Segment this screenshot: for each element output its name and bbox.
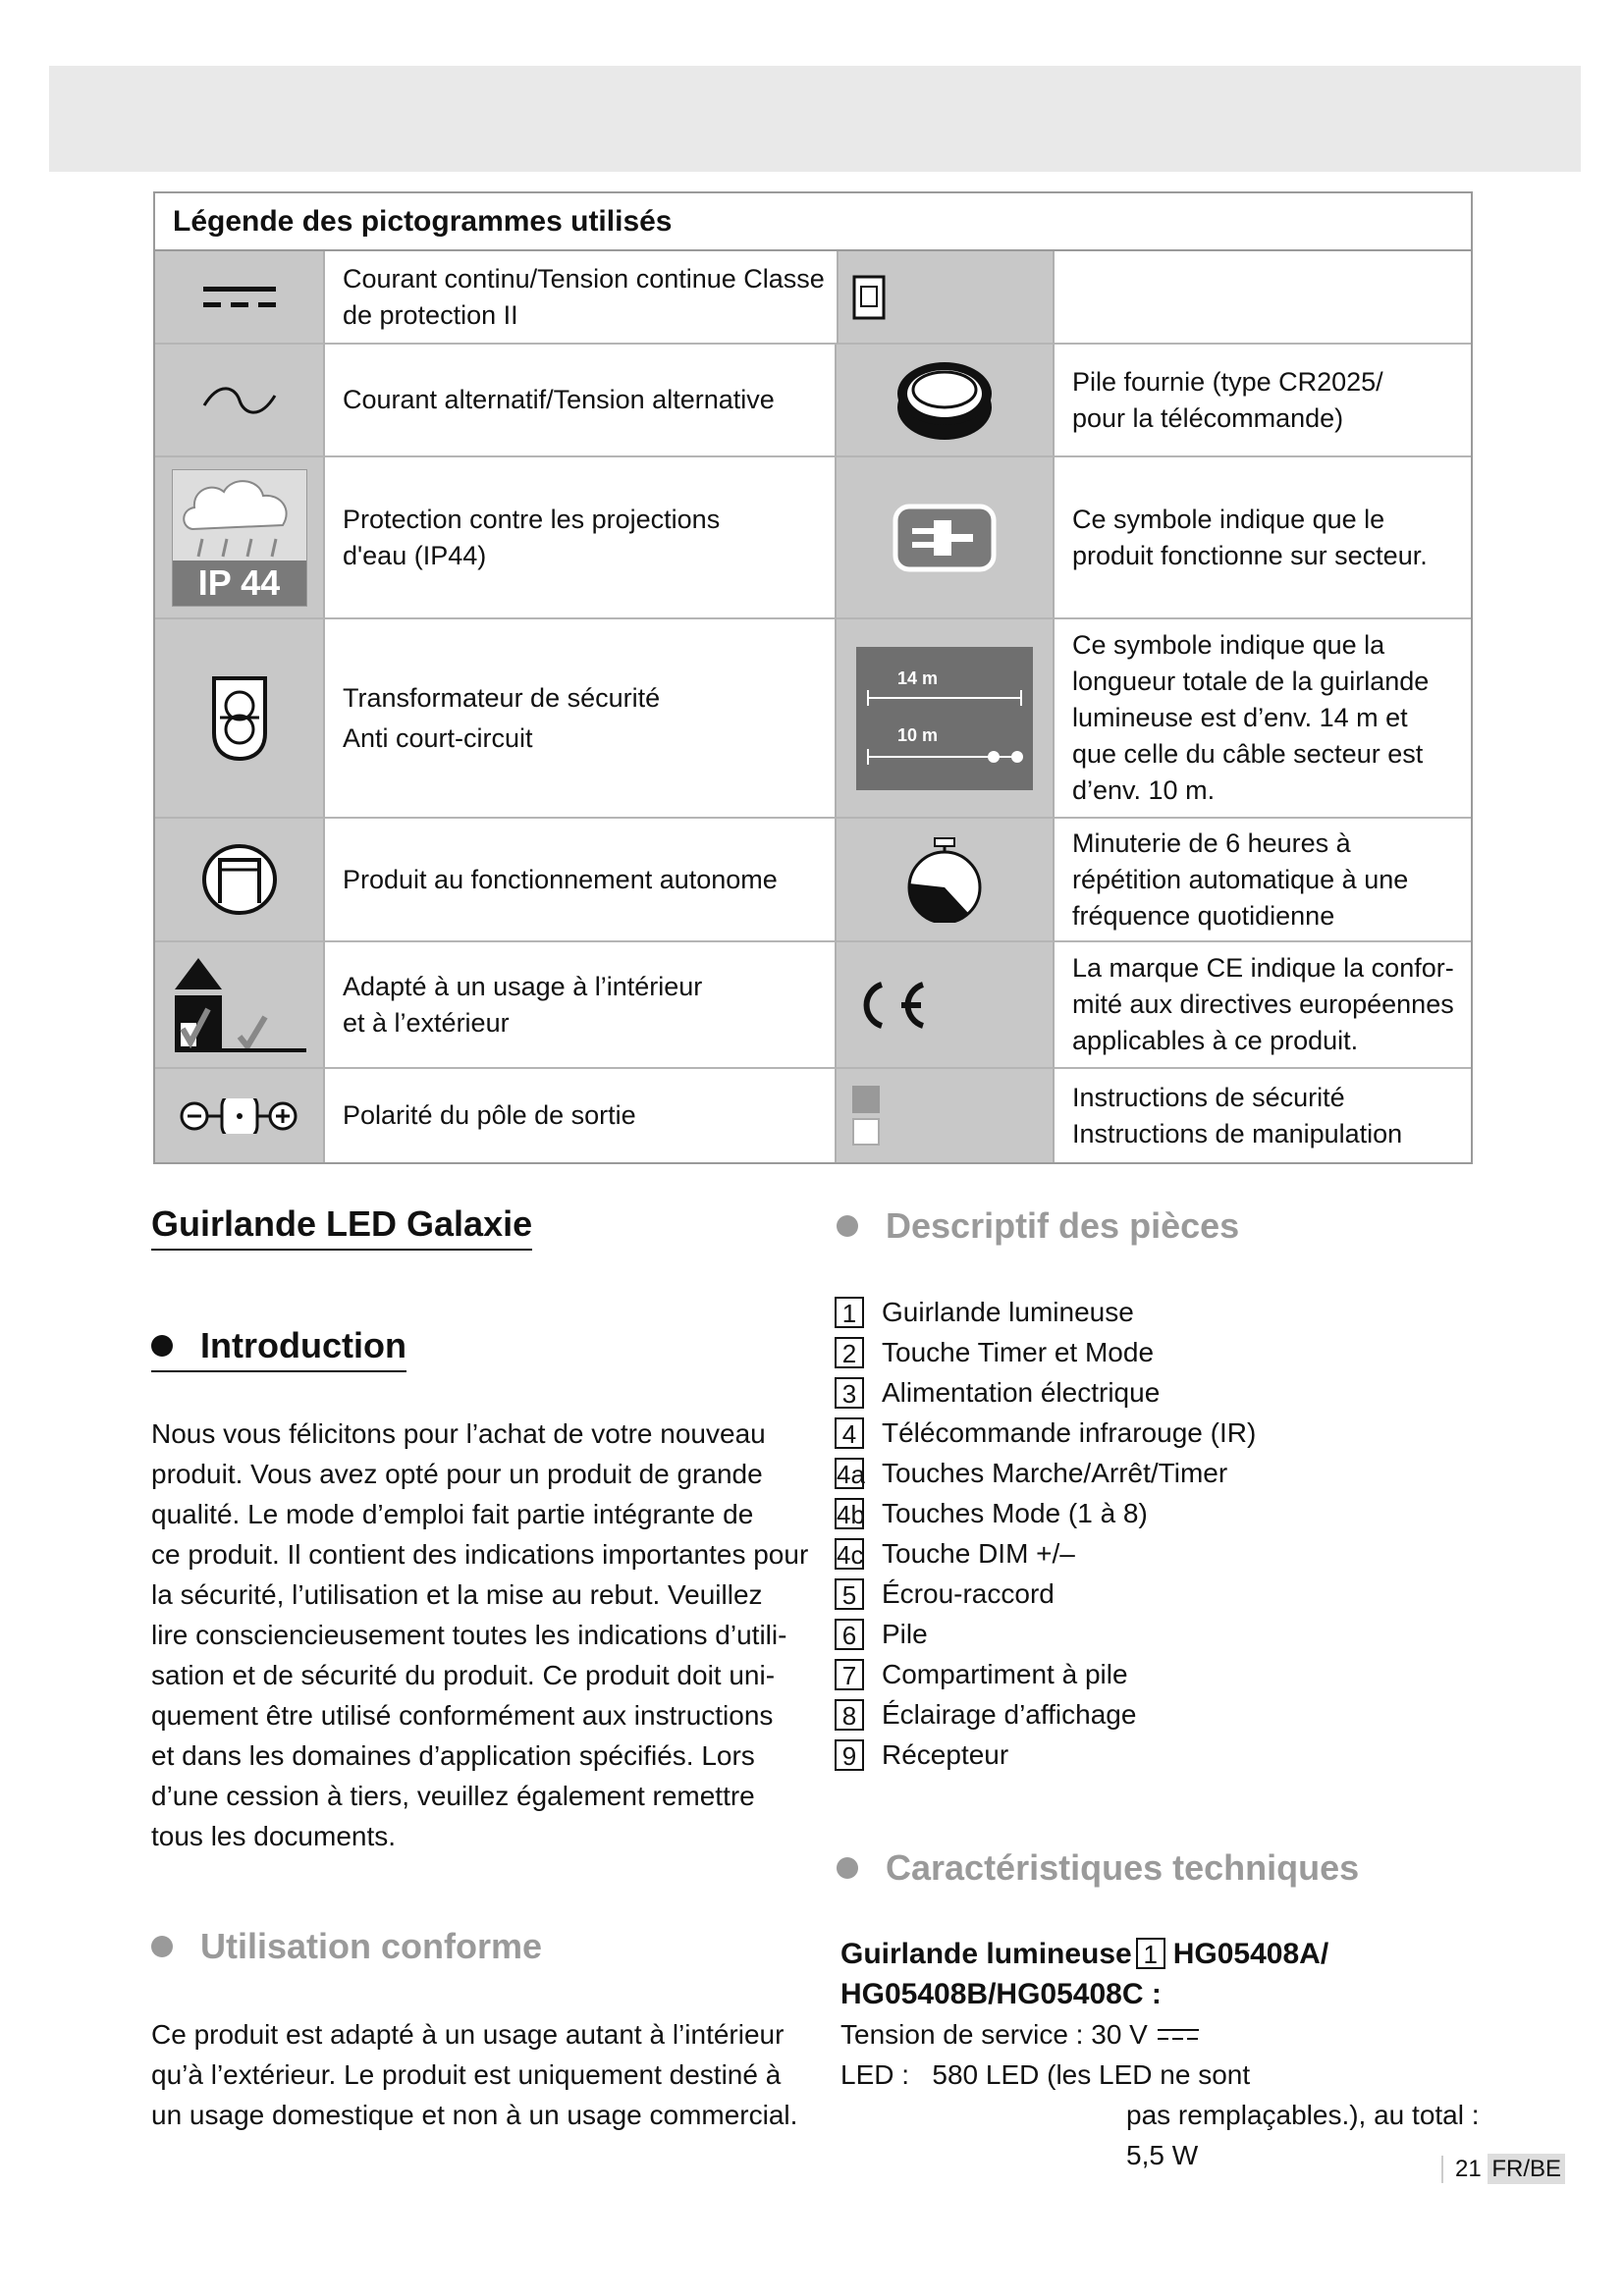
text-line: un usage domestique et non à un usage commercial. [151, 2100, 798, 2130]
legend-text: Adapté à un usage à l’intérieur et à l’extérieur [325, 942, 837, 1069]
text-line: d’une cession à tiers, veuillez également remettre [151, 1781, 755, 1811]
length-total-label: 14 m [897, 667, 939, 688]
text-line: et dans les domaines d’application spécifiés. Lors [151, 1740, 755, 1771]
parts-list-item [835, 1694, 1256, 1735]
autonomous-icon [155, 819, 325, 942]
text-line: tous les documents. [151, 1821, 397, 1851]
text-line: Ce produit est adapté à un usage autant à l’intérieur [151, 2019, 785, 2050]
part-number: 4a [837, 1459, 865, 1489]
heading-text: Caractéristiques techniques [886, 1847, 1360, 1888]
parts-list-item [835, 1372, 1256, 1413]
ce-mark-icon [837, 942, 1055, 1069]
model-number: HG05408B/HG05408C : [840, 1978, 1162, 2010]
part-label: Touche Timer et Mode [882, 1337, 1155, 1367]
parts-list-item [835, 1332, 1256, 1372]
specs-heading [837, 1847, 1359, 1889]
length-icon [837, 619, 1055, 819]
parts-list-item [835, 1453, 1256, 1493]
text-line: qu’à l’extérieur. Le produit est uniquement destiné à [151, 2059, 782, 2090]
part-number: 4 [835, 1417, 864, 1449]
product-title: Guirlande LED Galaxie [151, 1203, 532, 1251]
part-label: Touches Marche/Arrêt/Timer [882, 1458, 1228, 1488]
battery-icon [837, 345, 1055, 457]
legend-text: Minuterie de 6 heures à répétition automatique à une fréquence quotidienne [1055, 819, 1471, 942]
part-label: Touches Mode (1 à 8) [882, 1498, 1148, 1528]
text-line: la sécurité, l’utilisation et la mise au rebut. Veuillez [151, 1579, 763, 1610]
part-number: 4c [837, 1539, 864, 1570]
timer-icon [837, 819, 1055, 942]
legend-text: La marque CE indique la confor- mité aux directives européennes applicables à ce produit. [1055, 942, 1471, 1069]
ac-current-icon [155, 345, 325, 457]
spec-model [840, 1934, 1328, 2014]
legend-text: Ce symbole indique que la longueur totale de la guirlande lumineuse est d’env. 14 m et que celle du câble secteur est d’env. 10 m. [1055, 619, 1471, 819]
parts-list-item [835, 1614, 1256, 1654]
heading-text: Introduction [200, 1325, 406, 1365]
part-number: 4b [837, 1499, 865, 1529]
legend-text: Pile fournie (type CR2025/ pour la télécommande) [1055, 345, 1471, 457]
legend-text: Instructions de sécurité Instructions de manipulation [1072, 1082, 1403, 1148]
dc-current-icon [155, 251, 325, 345]
part-label: Alimentation électrique [882, 1377, 1161, 1408]
part-label: Télécommande infrarouge (IR) [882, 1417, 1257, 1448]
part-number: 7 [835, 1659, 864, 1690]
spec-value: 580 LED (les LED ne sont [932, 2059, 1251, 2090]
parts-heading [837, 1205, 1239, 1247]
legend-text: Courant alternatif/Tension alternative [325, 345, 837, 457]
legend-text [1055, 251, 1471, 345]
part-label: Récepteur [882, 1739, 1009, 1770]
part-number: 2 [835, 1337, 864, 1368]
part-label: Éclairage d’affichage [882, 1699, 1137, 1730]
part-number: 1 [835, 1297, 864, 1328]
legend-text: Protection contre les projections d'eau (IP44) [325, 457, 837, 619]
usage-heading [151, 1926, 542, 1967]
protection-class-ii-icon [837, 251, 1055, 345]
parts-list-item [835, 1574, 1256, 1614]
indoor-outdoor-icon [155, 942, 325, 1069]
locale-tag: FR/BE [1488, 2154, 1565, 2184]
part-label: Guirlande lumineuse [882, 1297, 1134, 1327]
part-number: 5 [835, 1578, 864, 1610]
pictogram-legend-table [153, 191, 1473, 1164]
length-cable-label: 10 m [897, 724, 939, 745]
spec-led [840, 2055, 1250, 2095]
bullet-icon [151, 1936, 173, 1957]
parts-list-item [835, 1493, 1256, 1533]
spec-value: pas remplaçables.), au total : [1126, 2100, 1480, 2130]
spec-value: 5,5 W [1126, 2140, 1199, 2170]
text-line: Nous vous félicitons pour l’achat de votre nouveau [151, 1418, 766, 1449]
mains-plug-icon [837, 457, 1055, 619]
bullet-icon [151, 1335, 173, 1357]
page-number-value: 21 [1455, 2156, 1482, 2182]
bullet-icon [837, 1215, 858, 1237]
text-line: ce produit. Il contient des indications importantes pour [151, 1539, 809, 1570]
parts-list-item [835, 1292, 1256, 1332]
part-label: Compartiment à pile [882, 1659, 1128, 1689]
dc-current-icon [1156, 2026, 1201, 2044]
polarity-icon [155, 1069, 325, 1162]
legend-text: Polarité du pôle de sortie [325, 1069, 837, 1162]
part-number: 8 [835, 1699, 864, 1731]
parts-list-item [835, 1735, 1256, 1775]
heading-text: Utilisation conforme [200, 1926, 543, 1966]
part-ref: 1 [1136, 1938, 1165, 1969]
bullet-icon [837, 1857, 858, 1879]
part-label: Écrou-raccord [882, 1578, 1055, 1609]
legend-text: Produit au fonctionnement autonome [325, 819, 837, 942]
part-label: Touche DIM +/– [882, 1538, 1075, 1569]
parts-list-item [835, 1533, 1256, 1574]
usage-text [151, 2014, 797, 2135]
page-number [1441, 2156, 1565, 2183]
part-number: 6 [835, 1619, 864, 1650]
text-line: produit. Vous avez opté pour un produit de grande [151, 1459, 763, 1489]
spec-label: LED : [840, 2059, 910, 2090]
legend-text: Ce symbole indique que le produit fonctionne sur secteur. [1055, 457, 1471, 619]
ip44-icon [155, 457, 325, 619]
part-label: Pile [882, 1619, 928, 1649]
text-line: quement être utilisé conformément aux instructions [151, 1700, 774, 1731]
legend-text: Courant continu/Tension continue Classe de protection II [325, 251, 837, 345]
ip-label: IP 44 [173, 561, 306, 606]
text-line: qualité. Le mode d’emploi fait partie intégrante de [151, 1499, 754, 1529]
introduction-text [151, 1414, 808, 1856]
legend-text: Transformateur de sécurité Anti court-circuit [325, 619, 837, 819]
spec-label: Tension de service : [840, 2019, 1084, 2050]
instruction-squares-icon [837, 1069, 1055, 1162]
part-number: 9 [835, 1739, 864, 1771]
part-number: 3 [835, 1377, 864, 1409]
spec-value: 30 V [1091, 2019, 1148, 2050]
model-label: Guirlande lumineuse [840, 1938, 1132, 1970]
safety-transformer-icon [155, 619, 325, 819]
model-number: HG05408A/ [1172, 1938, 1329, 1970]
legend-title: Légende des pictogrammes utilisés [155, 193, 1471, 251]
introduction-heading [151, 1325, 406, 1372]
text-line: sation et de sécurité du produit. Ce produit doit uni- [151, 1660, 776, 1690]
heading-text: Descriptif des pièces [886, 1205, 1240, 1246]
spec-voltage [840, 2014, 1201, 2055]
parts-list-item [835, 1654, 1256, 1694]
parts-list-item [835, 1413, 1256, 1453]
parts-list [835, 1292, 1256, 1775]
header-band [49, 66, 1581, 172]
text-line: lire consciencieusement toutes les indications d’utili- [151, 1620, 787, 1650]
